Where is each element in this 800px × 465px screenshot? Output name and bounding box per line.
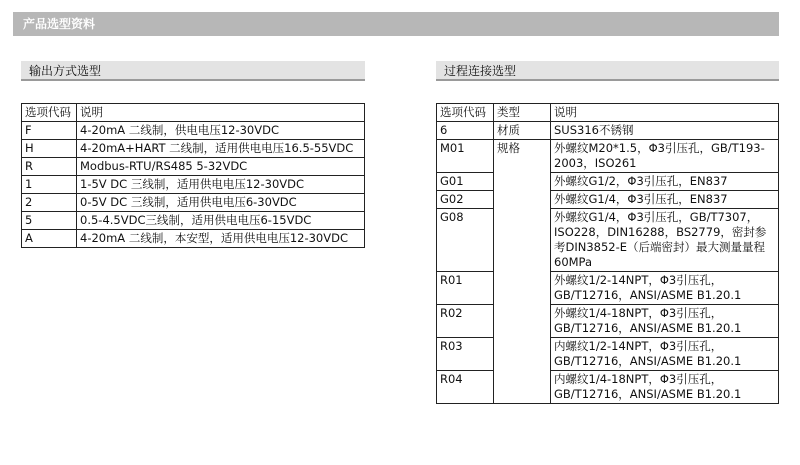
option-code: R01 <box>437 272 494 305</box>
option-desc: 外螺纹M20*1.5，Φ3引压孔，GB/T193-2003，ISO261 <box>551 140 779 173</box>
option-desc: 0.5-4.5VDC三线制，适用供电电压6-15VDC <box>77 212 365 230</box>
option-code: 1 <box>22 176 77 194</box>
table-row <box>22 158 365 176</box>
option-desc: 外螺纹G1/4，Φ3引压孔，GB/T7307，ISO228，DIN16288，BS2779，密封参考DIN3852-E（后端密封）最大测量量程60MPa <box>551 209 779 272</box>
option-desc: 4-20mA 二线制，本安型，适用供电电压12-30VDC <box>77 230 365 248</box>
option-code: 6 <box>437 122 494 140</box>
option-desc: Modbus-RTU/RS485 5-32VDC <box>77 158 365 176</box>
option-type-merged: 规格 <box>494 140 551 404</box>
option-desc: 1-5V DC 三线制，适用供电电压12-30VDC <box>77 176 365 194</box>
option-desc: 4-20mA 二线制，供电电压12-30VDC <box>77 122 365 140</box>
table-header-row <box>22 104 365 122</box>
table-row <box>437 173 779 191</box>
option-code: R02 <box>437 305 494 338</box>
table-row <box>437 209 779 272</box>
option-code: F <box>22 122 77 140</box>
option-code: 2 <box>22 194 77 212</box>
header-desc: 说明 <box>77 104 365 122</box>
option-code: M01 <box>437 140 494 173</box>
table-row <box>22 230 365 248</box>
table-row <box>22 140 365 158</box>
header-code: 选项代码 <box>22 104 77 122</box>
table-row <box>437 272 779 305</box>
table-row <box>22 194 365 212</box>
table-row <box>22 212 365 230</box>
header-code: 选项代码 <box>437 104 494 122</box>
process-connection-table <box>436 103 779 404</box>
option-code: R <box>22 158 77 176</box>
table-row <box>437 140 779 173</box>
option-desc: SUS316不锈钢 <box>551 122 779 140</box>
output-section-title: 输出方式选型 <box>21 61 365 81</box>
table-row <box>437 371 779 404</box>
option-code: 5 <box>22 212 77 230</box>
option-code: H <box>22 140 77 158</box>
option-desc: 外螺纹G1/2，Φ3引压孔，EN837 <box>551 173 779 191</box>
option-code: R03 <box>437 338 494 371</box>
table-row <box>437 305 779 338</box>
table-row <box>437 122 779 140</box>
option-desc: 0-5V DC 三线制，适用供电电压6-30VDC <box>77 194 365 212</box>
table-row <box>437 338 779 371</box>
table-row <box>22 176 365 194</box>
table-header-row <box>437 104 779 122</box>
table-row <box>437 191 779 209</box>
page-banner-title: 产品选型资料 <box>13 12 779 36</box>
option-code: G02 <box>437 191 494 209</box>
option-desc: 内螺纹1/4-18NPT，Φ3引压孔，GB/T12716，ANSI/ASME B1.20.1 <box>551 371 779 404</box>
header-desc: 说明 <box>551 104 779 122</box>
process-section-title: 过程连接选型 <box>436 61 779 81</box>
output-options-table <box>21 103 365 248</box>
option-type: 材质 <box>494 122 551 140</box>
option-code: A <box>22 230 77 248</box>
option-desc: 4-20mA+HART 二线制，适用供电电压16.5-55VDC <box>77 140 365 158</box>
table-row <box>22 122 365 140</box>
header-type: 类型 <box>494 104 551 122</box>
option-code: G01 <box>437 173 494 191</box>
option-code: G08 <box>437 209 494 272</box>
option-desc: 外螺纹1/2-14NPT，Φ3引压孔，GB/T12716，ANSI/ASME B1.20.1 <box>551 272 779 305</box>
option-desc: 外螺纹1/4-18NPT，Φ3引压孔，GB/T12716，ANSI/ASME B1.20.1 <box>551 305 779 338</box>
option-code: R04 <box>437 371 494 404</box>
option-desc: 外螺纹G1/4，Φ3引压孔，EN837 <box>551 191 779 209</box>
option-desc: 内螺纹1/2-14NPT，Φ3引压孔，GB/T12716，ANSI/ASME B1.20.1 <box>551 338 779 371</box>
